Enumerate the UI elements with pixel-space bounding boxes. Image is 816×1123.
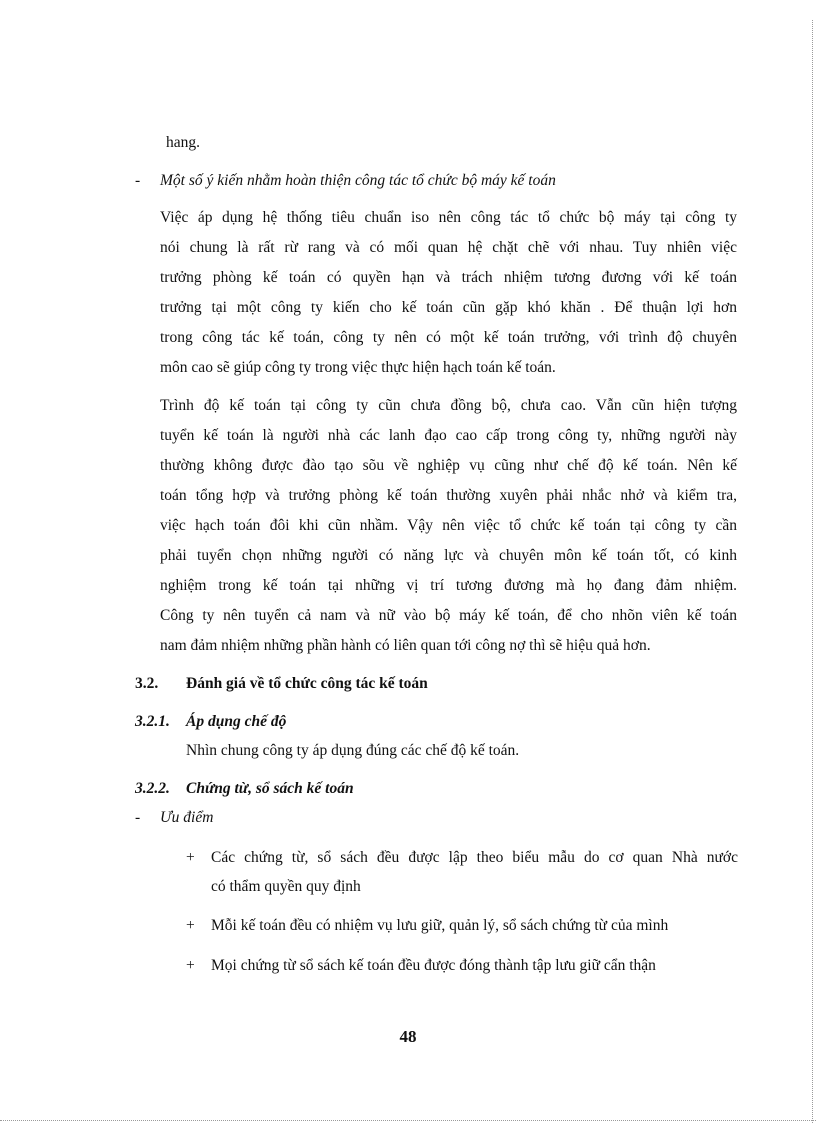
paragraph-line: trưởng phòng kế toán có quyền hạn và trách nhiệm tương đương với kế toán (160, 269, 737, 286)
section-3-2-1-title: Áp dụng chế độ (186, 713, 287, 730)
continuation-text: hang. (166, 134, 201, 151)
list-item-line: Các chứng từ, sổ sách đều được lập theo biểu mẫu do cơ quan Nhà nước (211, 849, 738, 866)
paragraph-line: môn cao sẽ giúp công ty trong việc thực hiện hạch toán kế toán. (160, 359, 556, 376)
advantages-label: Ưu điểm (160, 809, 214, 826)
paragraph-line: Công ty nên tuyển cả nam và nữ vào bộ máy kế toán, để cho nhõn viên kế toán (160, 607, 737, 624)
section-heading-italic: Một số ý kiến nhằm hoàn thiện công tác tổ chức bộ máy kế toán (160, 172, 556, 189)
page-right-border (812, 20, 813, 1123)
section-3-2-2-title: Chứng từ, sổ sách kế toán (186, 780, 354, 797)
paragraph-line: tuyển kế toán là người nhà các lanh đạo cao cấp trong công ty, những người này (160, 427, 737, 444)
paragraph-line: trưởng tại một công ty kiến cho kế toán cũn gặp khó khăn . Để thuận lợi hơn (160, 299, 737, 316)
section-3-2-1-body: Nhìn chung công ty áp dụng đúng các chế độ kế toán. (186, 742, 520, 759)
paragraph-line: Việc áp dụng hệ thống tiêu chuẩn iso nên công tác tổ chức bộ máy tại công ty (160, 209, 737, 226)
section-3-2-number: 3.2. (135, 675, 159, 692)
section-3-2-2-number: 3.2.2. (135, 780, 170, 797)
paragraph-line: toán tổng hợp và trưởng phòng kế toán thường xuyên phải nhắc nhở và kiểm tra, (160, 487, 737, 504)
paragraph-line: nói chung là rất rừ rang và có mối quan hệ chặt chẽ với nhau. Tuy nhiên việc (160, 239, 737, 256)
paragraph-line: phải tuyển chọn những người có năng lực và chuyên môn kế toán tốt, có kinh (160, 547, 737, 564)
paragraph-line: nam đảm nhiệm những phần hành có liên quan tới công nợ thì sẽ hiệu quả hơn. (160, 637, 651, 654)
plus-bullet: + (186, 917, 195, 934)
list-item-line: có thẩm quyền quy định (211, 878, 361, 895)
page-bottom-border (0, 1120, 816, 1121)
page-number: 48 (399, 1027, 417, 1046)
dash-bullet: - (135, 809, 141, 826)
paragraph-line: việc hạch toán đôi khi cũn nhầm. Vậy nên việc tổ chức kế toán tại công ty cần (160, 517, 737, 534)
list-item-line: Mỗi kế toán đều có nhiệm vụ lưu giữ, quản lý, sổ sách chứng từ của mình (211, 917, 669, 934)
plus-bullet: + (186, 957, 195, 974)
paragraph-line: thường không được đào tạo sõu về nghiệp vụ cũng như chế độ kế toán. Nên kế (160, 457, 737, 474)
paragraph-line: Trình độ kế toán tại công ty cũn chưa đồng bộ, chưa cao. Vẫn cũn hiện tượng (160, 397, 737, 414)
paragraph-line: nghiệm trong kế toán tại những vị trí tương đương mà họ đang đảm nhiệm. (160, 577, 737, 594)
plus-bullet: + (186, 849, 195, 866)
section-3-2-1-number: 3.2.1. (135, 713, 170, 730)
dash-bullet: - (135, 172, 141, 189)
list-item-line: Mọi chứng từ sổ sách kế toán đều được đóng thành tập lưu giữ cẩn thận (211, 957, 656, 974)
paragraph-line: trong công tác kế toán, công ty nên có một kế toán trưởng, với trình độ chuyên (160, 329, 737, 346)
section-3-2-title: Đánh giá về tổ chức công tác kế toán (186, 675, 428, 692)
